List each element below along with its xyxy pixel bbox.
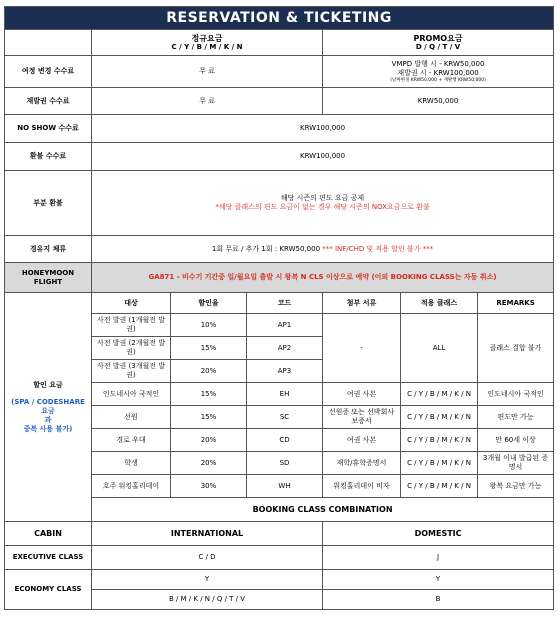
ap-docs-cell: - — [323, 314, 401, 383]
stopover-note: *** INF/CHD 및 적용 할인 불가 *** — [322, 244, 434, 253]
economy-dom-classes-2: B — [323, 590, 554, 610]
refund-value: KRW100,000 — [92, 143, 554, 171]
stopover-value — [92, 236, 554, 263]
target-cell: 선원 — [92, 406, 171, 429]
reissue-regular: 무 료 — [92, 88, 323, 115]
promo-fare-classes: D / Q / T / V — [415, 42, 461, 51]
discount-label: 할인 요금 — [33, 380, 63, 389]
stopover-label: 경유지 체류 — [5, 236, 92, 263]
classes-cell: C / Y / B / M / K / N — [401, 475, 478, 498]
reissue-label: 재발권 수수료 — [5, 88, 92, 115]
page-title: RESERVATION & TICKETING — [5, 7, 554, 30]
docs-cell: 여권 사본 — [323, 429, 401, 452]
col-header-classes: 적용 클래스 — [401, 293, 478, 314]
code-cell: CD — [247, 429, 323, 452]
rate-cell: 15% — [171, 337, 247, 360]
no-show-value: KRW100,000 — [92, 115, 554, 143]
empty-header-cell — [5, 30, 92, 56]
classes-cell: C / Y / B / M / K / N — [401, 383, 478, 406]
remarks-cell: 인도네시아 국적인 — [478, 383, 554, 406]
col-header-target: 대상 — [92, 293, 171, 314]
target-cell: 사전 발권 (1개월전 발권) — [92, 314, 171, 337]
economy-intl-classes-2: B / M / K / N / Q / T / V — [92, 590, 323, 610]
rate-cell: 20% — [171, 429, 247, 452]
honeymoon-label: HONEYMOON FLIGHT — [5, 263, 92, 293]
regular-fare-header — [92, 30, 323, 56]
itinerary-change-promo-line1: VMPD 발행 시 - KRW50,000 — [391, 59, 485, 68]
col-header-docs: 첨부 서류 — [323, 293, 401, 314]
rate-cell: 15% — [171, 383, 247, 406]
target-cell: 학생 — [92, 452, 171, 475]
itinerary-change-promo-line2: 재발권 시 - KRW100,000 — [397, 68, 479, 77]
executive-class-label: EXECUTIVE CLASS — [5, 546, 92, 570]
promo-fare-label: PROMO요금 — [413, 33, 463, 43]
international-header: INTERNATIONAL — [92, 522, 323, 546]
discount-note-line1: (SPA / CODESHARE 요금 — [11, 397, 85, 415]
reissue-promo: KRW50,000 — [323, 88, 554, 115]
rate-cell: 20% — [171, 452, 247, 475]
reservation-ticketing-sheet — [4, 6, 553, 610]
docs-cell: 여권 사본 — [323, 383, 401, 406]
target-cell: 사전 발권 (3개월전 발권) — [92, 360, 171, 383]
discount-label-cell — [5, 293, 92, 522]
economy-intl-classes-1: Y — [92, 570, 323, 590]
code-cell: AP1 — [247, 314, 323, 337]
remarks-cell: 편도만 가능 — [478, 406, 554, 429]
code-cell: EH — [247, 383, 323, 406]
partial-refund-line1: 해당 시즌의 편도 요금 공제 — [280, 194, 365, 202]
target-cell: 사전 발권 (2개월전 발권) — [92, 337, 171, 360]
ap-remarks-cell: 클래스 결합 불가 — [478, 314, 554, 383]
rate-cell: 30% — [171, 475, 247, 498]
itinerary-change-promo-note: (날짜변경 KRW50,000 + 재발행 KRW50,000) — [390, 77, 486, 83]
col-header-rate: 할인율 — [171, 293, 247, 314]
docs-cell: 재학/휴학증명서 — [323, 452, 401, 475]
fare-rules-table — [4, 6, 554, 610]
partial-refund-line2: *해당 클래스의 편도 요금이 없는 경우 해당 시즌의 NOX요금으로 환불 — [215, 203, 430, 211]
discount-note-line2: 과 — [44, 415, 52, 424]
discount-note-line3: 중복 사용 불가) — [23, 424, 73, 433]
regular-fare-classes: C / Y / B / M / K / N — [171, 42, 243, 51]
economy-class-label: ECONOMY CLASS — [5, 570, 92, 610]
partial-refund-value — [92, 171, 554, 236]
refund-label: 환불 수수료 — [5, 143, 92, 171]
target-cell: 경로 우대 — [92, 429, 171, 452]
domestic-header: DOMESTIC — [323, 522, 554, 546]
target-cell: 인도네시아 국적인 — [92, 383, 171, 406]
code-cell: AP3 — [247, 360, 323, 383]
executive-dom-classes: J — [323, 546, 554, 570]
code-cell: SD — [247, 452, 323, 475]
code-cell: WH — [247, 475, 323, 498]
promo-fare-header — [323, 30, 554, 56]
col-header-remarks: REMARKS — [478, 293, 554, 314]
col-header-code: 코드 — [247, 293, 323, 314]
itinerary-change-label: 여정 변경 수수료 — [5, 56, 92, 88]
rate-cell: 20% — [171, 360, 247, 383]
itinerary-change-promo — [323, 56, 554, 88]
rate-cell: 10% — [171, 314, 247, 337]
rate-cell: 15% — [171, 406, 247, 429]
docs-cell: 워킹홀리데이 비자 — [323, 475, 401, 498]
honeymoon-value: GA871 - 비수기 기간중 일/월요일 출발 시 왕복 N CLS 이상으로 예약 (이외 BOOKING CLASS는 자동 취소) — [92, 263, 554, 293]
stopover-text: 1회 무료 / 추가 1회 : KRW50,000 — [211, 244, 321, 253]
classes-cell: C / Y / B / M / K / N — [401, 452, 478, 475]
economy-dom-classes-1: Y — [323, 570, 554, 590]
partial-refund-label: 부분 환불 — [5, 171, 92, 236]
booking-class-title: BOOKING CLASS COMBINATION — [92, 498, 554, 522]
remarks-cell: 3개월 이내 발급된 증명서 — [478, 452, 554, 475]
remarks-cell: 왕복 요금만 가능 — [478, 475, 554, 498]
itinerary-change-regular: 무 료 — [92, 56, 323, 88]
executive-intl-classes: C / D — [92, 546, 323, 570]
ap-classes-cell: ALL — [401, 314, 478, 383]
regular-fare-label: 정규요금 — [191, 33, 223, 43]
classes-cell: C / Y / B / M / K / N — [401, 406, 478, 429]
target-cell: 호주 워킹홀리데이 — [92, 475, 171, 498]
docs-cell: 선원증 또는 선박회사 보증서 — [323, 406, 401, 429]
code-cell: SC — [247, 406, 323, 429]
code-cell: AP2 — [247, 337, 323, 360]
classes-cell: C / Y / B / M / K / N — [401, 429, 478, 452]
cabin-header: CABIN — [5, 522, 92, 546]
no-show-label: NO SHOW 수수료 — [5, 115, 92, 143]
remarks-cell: 만 60세 이상 — [478, 429, 554, 452]
